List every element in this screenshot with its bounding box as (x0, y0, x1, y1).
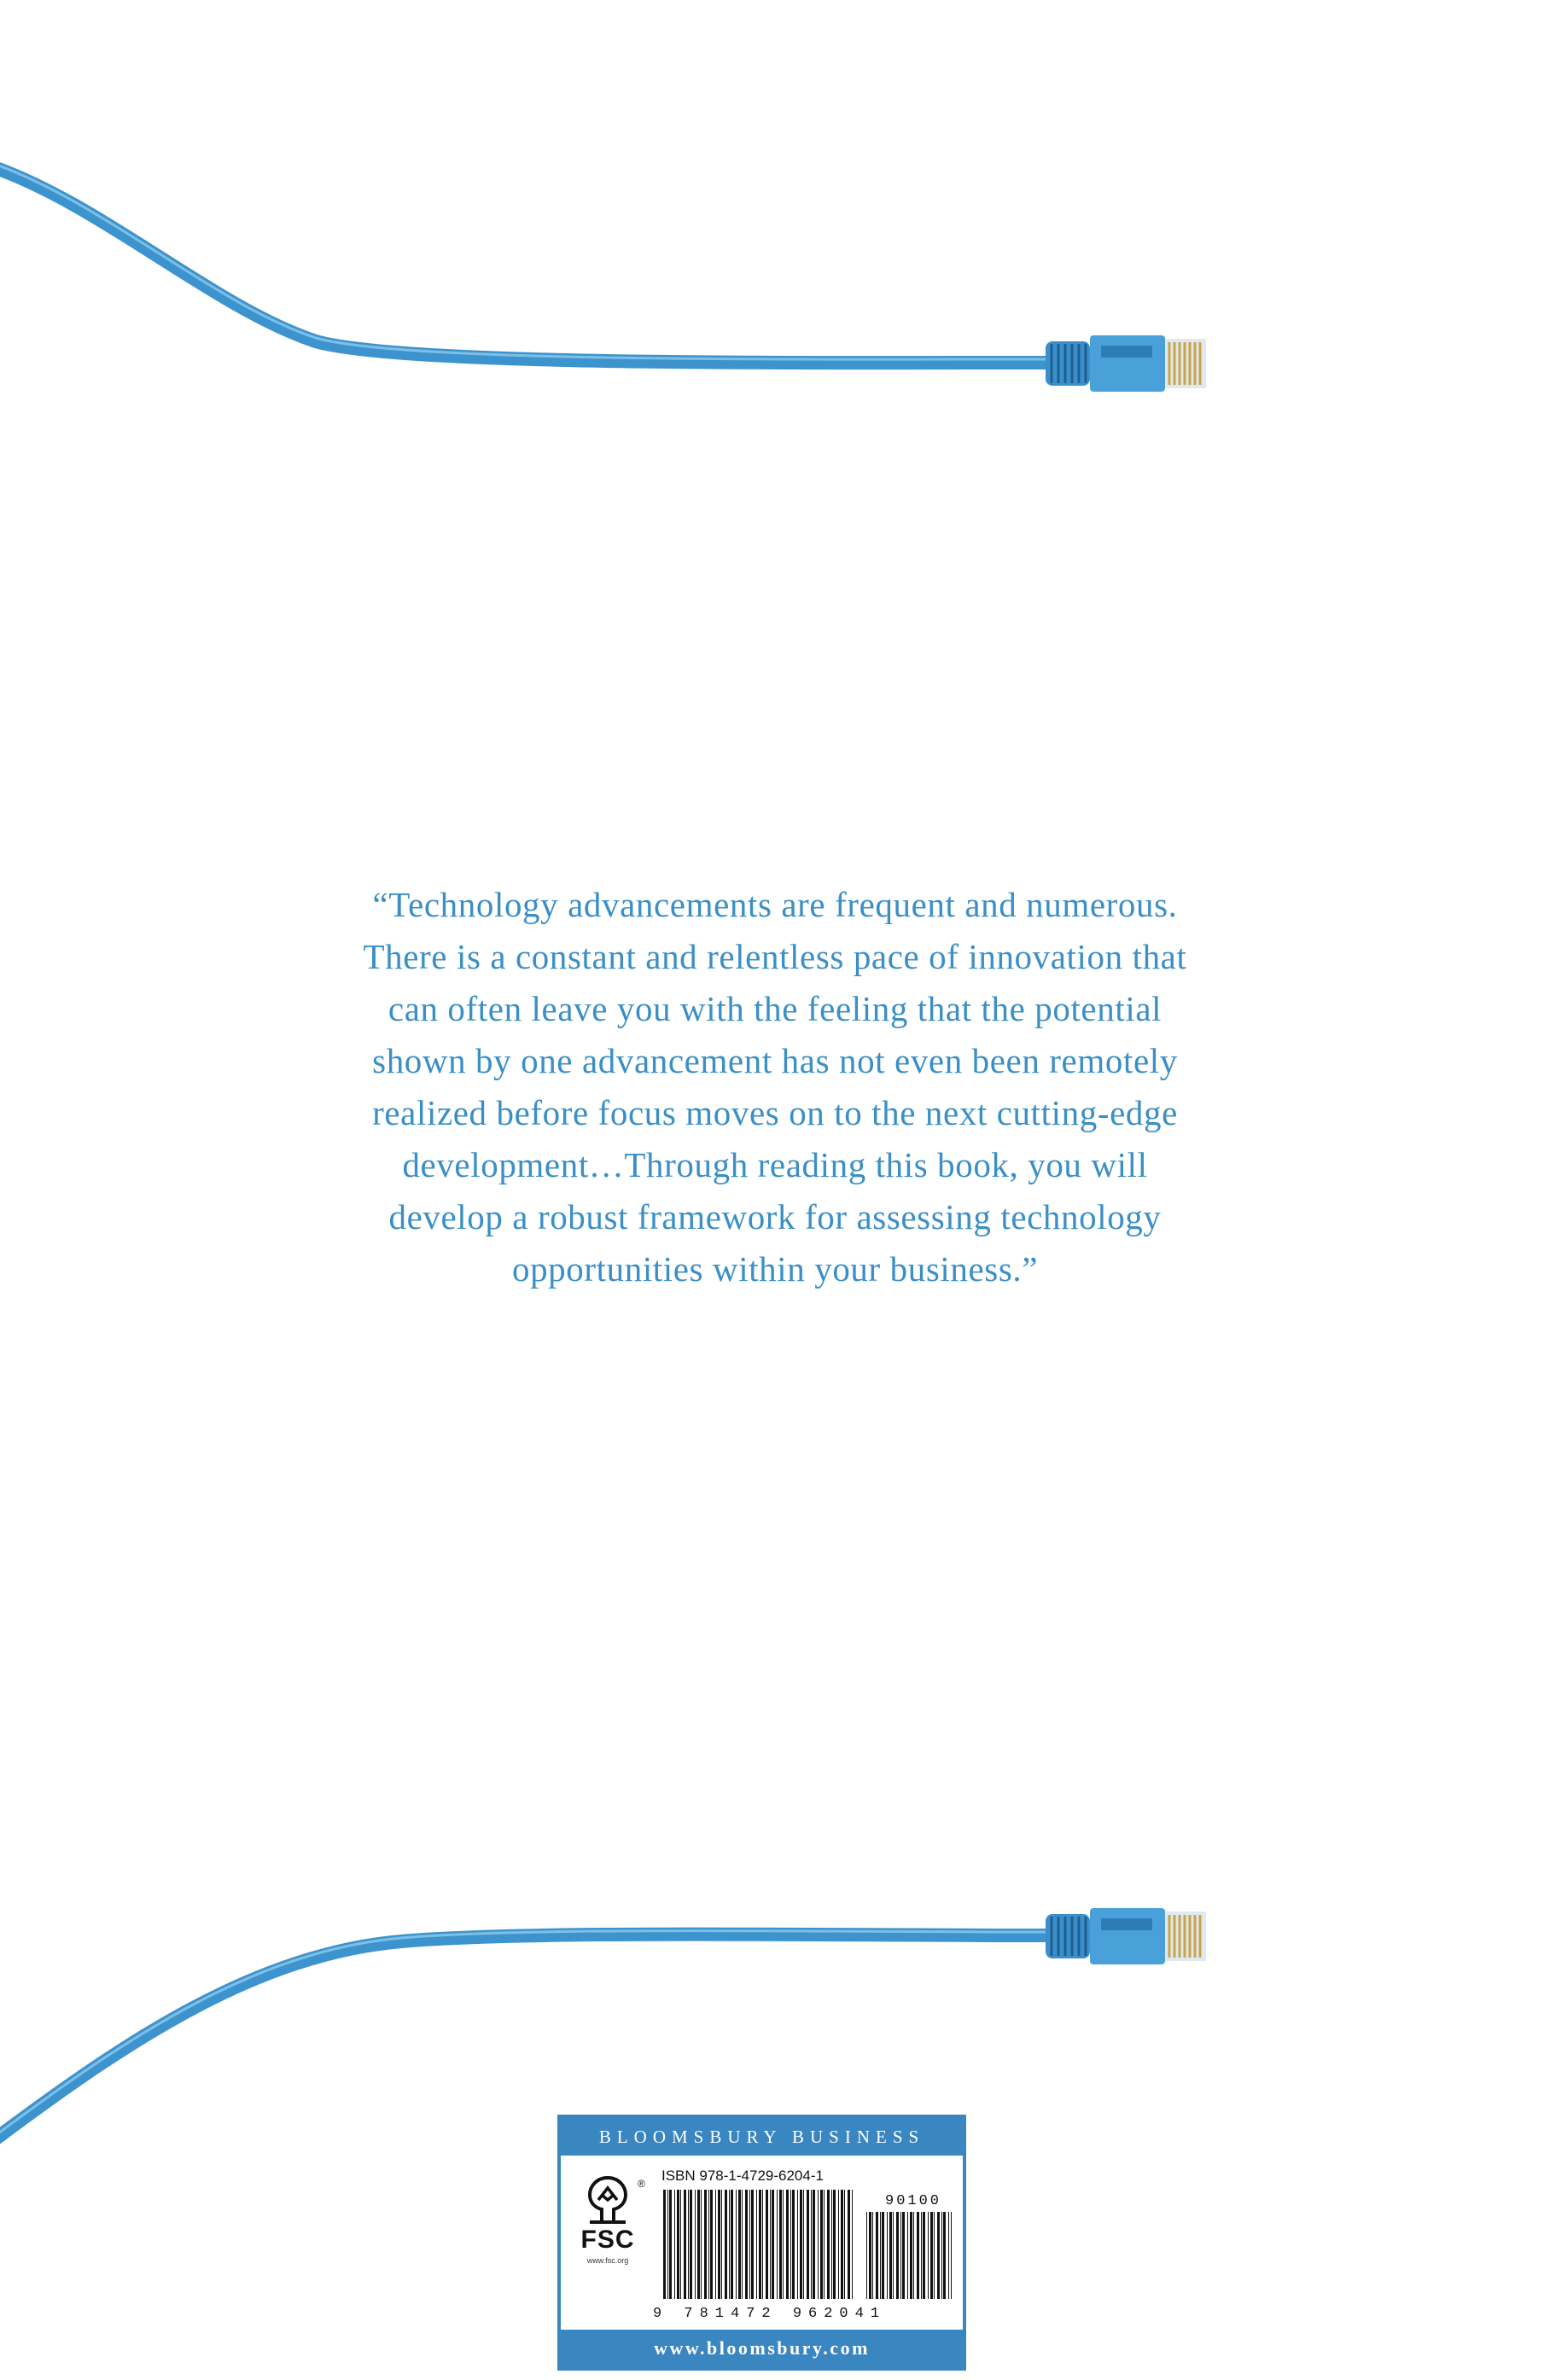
barcode-bar (917, 2212, 919, 2299)
barcode-box (557, 2115, 966, 2371)
barcode-bar (848, 2190, 850, 2299)
fsc-tree-icon (581, 2174, 634, 2227)
fsc-label: FSC (580, 2226, 635, 2254)
barcode-bar (913, 2212, 914, 2299)
ean-digits: 9 781472 962041 (653, 2306, 887, 2322)
barcode-bar (677, 2190, 679, 2299)
barcode-bar (866, 2212, 867, 2299)
barcode-bar (715, 2190, 716, 2299)
barcode-bar (937, 2212, 940, 2299)
barcode-bar (759, 2190, 761, 2299)
barcode-bar (818, 2190, 819, 2299)
barcode-bar (876, 2212, 878, 2299)
barcode-bar (762, 2190, 763, 2299)
barcode-bar (902, 2212, 905, 2299)
barcode-bar (907, 2212, 908, 2299)
isbn-barcode (661, 2190, 956, 2309)
barcode-bar (790, 2190, 791, 2299)
barcode-bar (667, 2190, 668, 2299)
quote-line: develop a robust framework for assessing technology (388, 1197, 1162, 1237)
barcode-bar (928, 2212, 929, 2299)
barcode-bar (701, 2190, 702, 2299)
barcode-bar (710, 2190, 713, 2299)
barcode-bar (943, 2212, 946, 2299)
quote-line: realized before focus moves on to the next cutting-edge (372, 1093, 1178, 1132)
barcode-bar (729, 2190, 730, 2299)
barcode-bar (745, 2190, 748, 2299)
top-ethernet-cable (0, 163, 1206, 392)
barcode-bar (772, 2190, 774, 2299)
barcode-bar (896, 2212, 899, 2299)
barcode-bar (930, 2212, 933, 2299)
barcode-bar (674, 2190, 675, 2299)
barcode-bar (786, 2190, 789, 2299)
barcode-bar (751, 2190, 754, 2299)
barcode-bar (841, 2190, 843, 2299)
bottom-ethernet-cable (0, 1908, 1206, 2142)
barcode-bar (910, 2212, 912, 2299)
barcode-bar (695, 2190, 696, 2299)
barcode-bar (736, 2190, 737, 2299)
barcode-bar (663, 2190, 666, 2299)
barcode-bar (770, 2190, 771, 2299)
barcode-bar (872, 2212, 873, 2299)
website-banner: www.bloomsbury.com (561, 2330, 963, 2367)
barcode-bar (923, 2212, 925, 2299)
quote-line: “Technology advancements are frequent and numerous. (372, 885, 1178, 924)
barcode-bar (680, 2190, 681, 2299)
barcode-bar (833, 2190, 836, 2299)
barcode-bar (803, 2190, 804, 2299)
isbn-text: ISBN 978-1-4729-6204-1 (661, 2168, 824, 2184)
barcode-bar (800, 2190, 802, 2299)
barcode-bar (738, 2190, 741, 2299)
barcode-bar (811, 2190, 812, 2299)
barcode-bar (934, 2212, 935, 2299)
registered-mark: ® (638, 2178, 645, 2190)
barcode-bar (941, 2212, 942, 2299)
barcode-bar (852, 2190, 853, 2299)
back-cover-quote (213, 879, 1337, 1295)
barcode-bar (721, 2190, 722, 2299)
ean-bars (663, 2190, 853, 2299)
barcode-bar (688, 2190, 689, 2299)
barcode-bar (684, 2190, 686, 2299)
barcode-bar (725, 2190, 727, 2299)
barcode-bar (889, 2212, 892, 2299)
barcode-bar (731, 2190, 733, 2299)
barcode-bar (742, 2190, 743, 2299)
barcode-bar (824, 2190, 825, 2299)
barcode-bar (779, 2190, 782, 2299)
barcode-bar (900, 2212, 901, 2299)
barcode-bar (718, 2190, 720, 2299)
quote-line: There is a constant and relentless pace of innovation that (363, 937, 1187, 976)
publisher-banner: BLOOMSBURY BUSINESS (561, 2118, 963, 2156)
barcode-bar (669, 2190, 672, 2299)
barcode-bar (827, 2190, 830, 2299)
barcode-bar (948, 2212, 949, 2299)
barcode-bar (820, 2190, 823, 2299)
barcode-bar (792, 2190, 795, 2299)
fsc-url: www.fsc.org (586, 2256, 629, 2265)
fsc-logo (573, 2174, 643, 2302)
barcode-bar (797, 2190, 798, 2299)
barcode-bar (704, 2190, 707, 2299)
quote-line: can often leave you with the feeling that the potential (388, 989, 1162, 1028)
barcode-bar (756, 2190, 757, 2299)
barcode-bar (844, 2190, 845, 2299)
quote-line: opportunities within your business.” (511, 1249, 1039, 1289)
price-code: 90100 (885, 2193, 942, 2209)
barcode-bar (893, 2212, 894, 2299)
barcode-bar (869, 2212, 871, 2299)
quote-line: shown by one advancement has not even been remotely (372, 1041, 1178, 1080)
barcode-bar (777, 2190, 778, 2299)
barcode-bar (880, 2212, 881, 2299)
barcode-bar (921, 2212, 922, 2299)
barcode-bar (887, 2212, 888, 2299)
barcode-bar (838, 2190, 839, 2299)
barcode-bar (708, 2190, 709, 2299)
quote-line: development…Through reading this book, you will (402, 1145, 1148, 1184)
barcode-bar (766, 2190, 768, 2299)
barcode-bar (697, 2190, 700, 2299)
barcode-bar (749, 2190, 750, 2299)
barcode-bar (951, 2212, 952, 2299)
price-addon-bars (866, 2212, 952, 2299)
barcode-bar (882, 2212, 884, 2299)
barcode-bar (690, 2190, 692, 2299)
barcode-bar (783, 2190, 784, 2299)
barcode-bar (813, 2190, 815, 2299)
barcode-bar (831, 2190, 832, 2299)
barcode-bar (807, 2190, 809, 2299)
